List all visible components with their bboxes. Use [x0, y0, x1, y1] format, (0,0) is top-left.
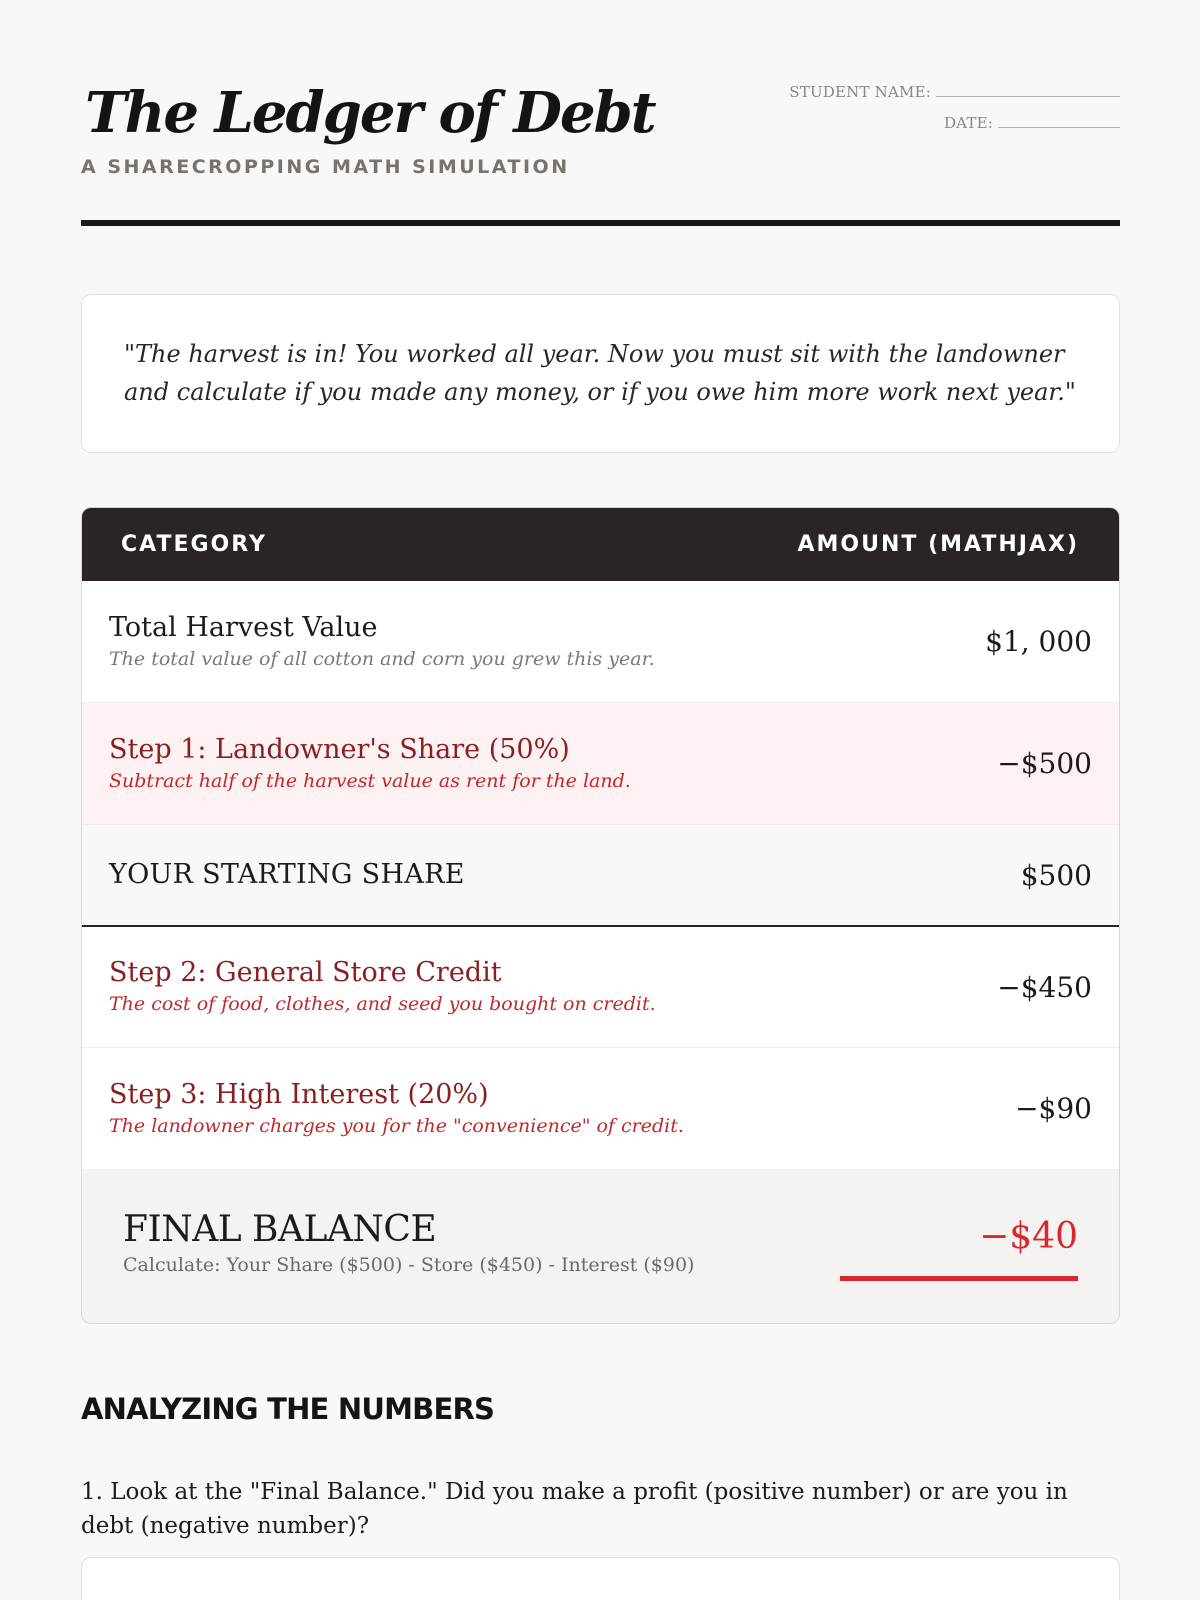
worksheet-header [81, 0, 1120, 230]
ledger-row-landowner-share [82, 703, 1119, 825]
final-balance-label: FINAL BALANCE [123, 1209, 437, 1250]
page-subtitle: A SHARECROPPING MATH SIMULATION [81, 156, 570, 178]
ledger-row-store-credit [82, 927, 1119, 1048]
row-description: The total value of all cotton and corn you grew this year. [109, 647, 655, 670]
column-header-amount: AMOUNT (MATHJAX) [797, 532, 1079, 557]
date-label: DATE: [943, 114, 993, 132]
final-balance-underline [840, 1276, 1078, 1281]
ledger-row-harvest [82, 581, 1119, 703]
ledger-table [81, 507, 1120, 1324]
final-balance-amount: −$40 [979, 1216, 1078, 1257]
final-balance-calculation: Calculate: Your Share ($500) - Store ($450) - Interest ($90) [123, 1254, 695, 1276]
row-label: Step 3: High Interest (20%) [109, 1078, 489, 1110]
final-balance-row [82, 1169, 1119, 1324]
row-label: Total Harvest Value [109, 611, 378, 643]
row-label: YOUR STARTING SHARE [109, 859, 465, 890]
student-meta [789, 83, 1120, 145]
intro-quote: "The harvest is in! You worked all year. Now you must sit with the landowner and calculate if you made any money, or if you owe him more work next year." [81, 294, 1120, 453]
row-amount: −$500 [997, 747, 1092, 780]
worksheet-page [81, 0, 1120, 1539]
ledger-row-interest [82, 1048, 1119, 1169]
analysis-heading: ANALYZING THE NUMBERS [81, 1392, 495, 1426]
row-label: Step 1: Landowner's Share (50%) [109, 733, 570, 765]
row-amount: $500 [1020, 858, 1092, 892]
row-amount: −$90 [1015, 1092, 1092, 1125]
answer-box-1[interactable] [81, 1557, 1120, 1600]
ledger-row-starting-share [82, 825, 1119, 927]
row-description: The cost of food, clothes, and seed you bought on credit. [109, 993, 656, 1015]
column-header-category: CATEGORY [121, 532, 267, 557]
header-divider [81, 220, 1120, 226]
date-field[interactable] [998, 114, 1120, 128]
student-name-field[interactable] [936, 83, 1120, 97]
row-amount: −$450 [997, 970, 1092, 1004]
ledger-header [82, 508, 1119, 581]
row-description: Subtract half of the harvest value as rent for the land. [109, 769, 631, 792]
row-label: Step 2: General Store Credit [109, 957, 502, 988]
row-amount: $1, 000 [985, 625, 1092, 658]
page-title: The Ledger of Debt [85, 80, 655, 146]
row-description: The landowner charges you for the "convenience" of credit. [109, 1114, 684, 1137]
question-1: 1. Look at the "Final Balance." Did you make a profit (positive number) or are you in debt (negative number)? [81, 1479, 1068, 1539]
student-name-label: STUDENT NAME: [789, 83, 931, 101]
